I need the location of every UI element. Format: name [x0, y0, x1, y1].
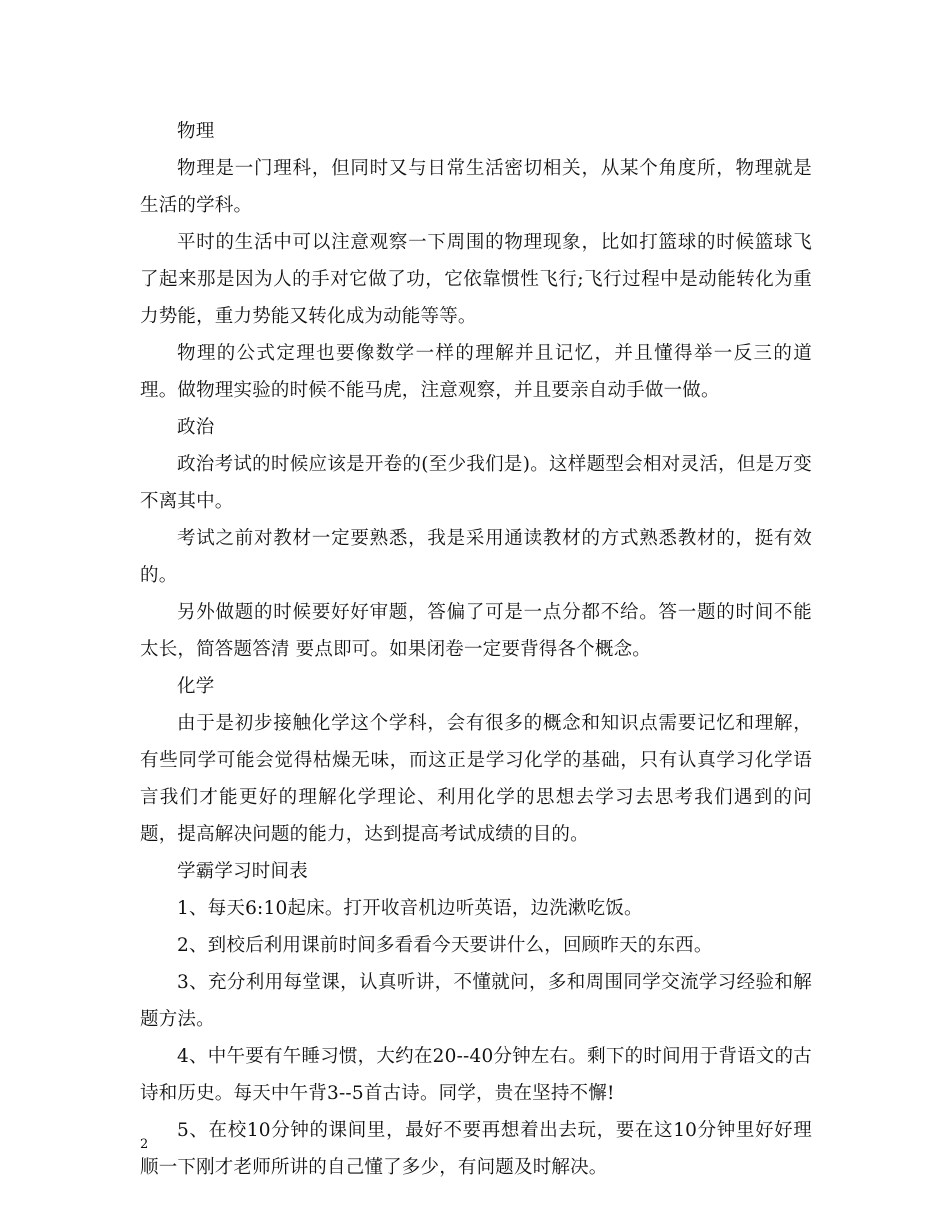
list-item: 1、每天6:10起床。打开收音机边听英语，边洗漱吃饭。: [177, 898, 643, 919]
paragraph: 考试之前对教材一定要熟悉，我是采用通读教材的方式熟悉教材的，挺有效的。: [140, 528, 812, 586]
paragraph: 物理的公式定理也要像数学一样的理解并且记忆，并且懂得举一反三的道理。做物理实验的时候不能马虎，注意观察，并且要亲自动手做一做。: [140, 343, 812, 401]
list-item: 5、在校10分钟的课间里，最好不要再想着出去玩，要在这10分钟里好好理顺一下刚才老师所讲的自己懂了多少，有问题及时解决。: [140, 1120, 812, 1178]
section-heading-politics: 政治: [177, 417, 215, 438]
paragraph: 平时的生活中可以注意观察一下周围的物理现象，比如打篮球的时候篮球飞了起来那是因为人的手对它做了功，它依靠惯性飞行;飞行过程中是动能转化为重力势能，重力势能又转化成为动能等等。: [140, 232, 812, 327]
paragraph: 政治考试的时候应该是开卷的(至少我们是)。这样题型会相对灵活，但是万变不离其中。: [140, 454, 812, 512]
paragraph: 物理是一门理科，但同时又与日常生活密切相关，从某个角度所，物理就是生活的学科。: [140, 158, 812, 216]
section-heading-chemistry: 化学: [177, 676, 215, 697]
section-heading-physics: 物理: [177, 121, 215, 142]
paragraph: 由于是初步接触化学这个学科，会有很多的概念和知识点需要记忆和理解，有些同学可能会觉得枯燥无味，而这正是学习化学的基础，只有认真学习化学语言我们才能更好的理解化学理论、利用化学的思想去学习去思考我们遇到的问题，提高解决问题的能力，达到提高考试成绩的目的。: [140, 713, 812, 845]
document-body: [140, 113, 812, 1186]
section-heading-schedule: 学霸学习时间表: [177, 861, 308, 882]
paragraph: 另外做题的时候要好好审题，答偏了可是一点分都不给。答一题的时间不能太长，简答题答清 要点即可。如果闭卷一定要背得各个概念。: [140, 602, 812, 660]
list-item: 2、到校后利用课前时间多看看今天要讲什么，回顾昨天的东西。: [177, 935, 713, 956]
list-item: 3、充分利用每堂课，认真听讲，不懂就问，多和周围同学交流学习经验和解题方法。: [140, 972, 812, 1030]
page-number: 2: [140, 1137, 149, 1152]
list-item: 4、中午要有午睡习惯，大约在20--40分钟左右。剩下的时间用于背语文的古诗和历史。每天中午背3--5首古诗。同学，贵在坚持不懈!: [140, 1046, 812, 1104]
